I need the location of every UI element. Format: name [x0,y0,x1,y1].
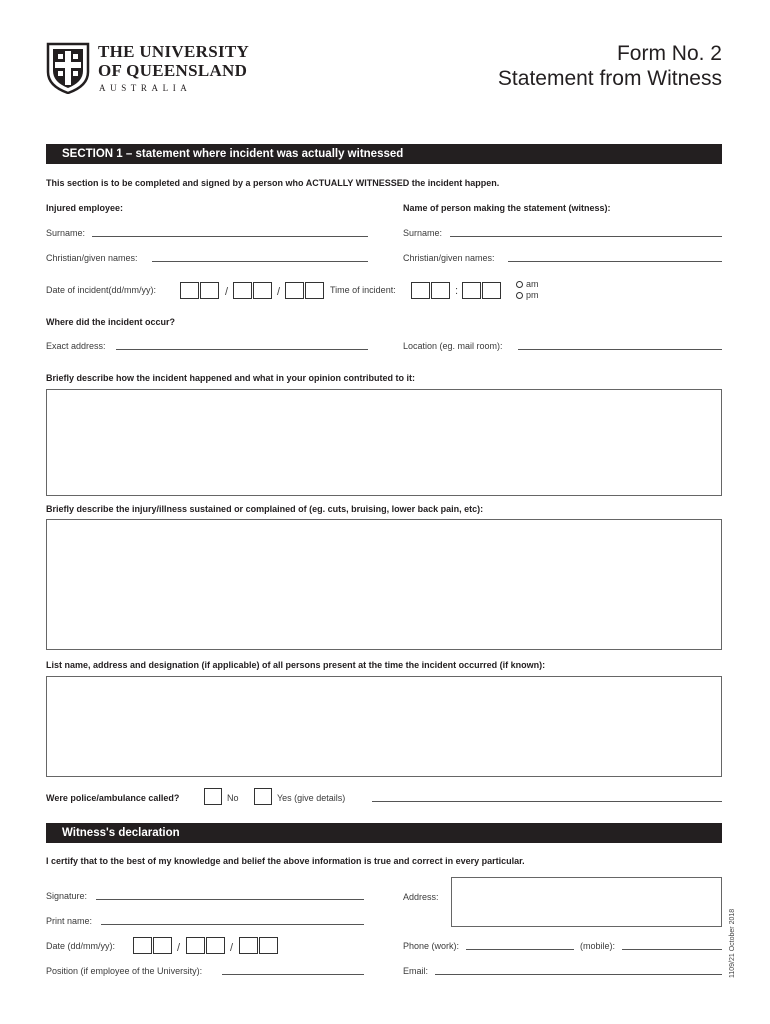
police-no-label: No [227,793,239,803]
uq-crest-icon [46,42,90,94]
incident-time-label: Time of incident: [330,285,396,295]
declaration-date-day-1[interactable] [133,937,152,954]
print-name-label: Print name: [46,916,93,926]
university-country: AUSTRALIA [99,83,192,93]
incident-time-min-1[interactable] [462,282,481,299]
uq-logo [46,42,256,98]
declaration-date-label: Date (dd/mm/yy): [46,941,116,951]
witness-given-names-field[interactable] [508,261,722,262]
mobile-field[interactable] [622,949,722,950]
university-name-line2: OF QUEENSLAND [98,61,248,80]
witness-surname-label: Surname: [403,228,443,238]
injured-employee-heading: Injured employee: [46,203,124,213]
am-option[interactable] [516,279,539,289]
injured-surname-label: Surname: [46,228,86,238]
section1-intro: This section is to be completed and signed by a person who ACTUALLY WITNESSED the incident happen. [46,178,500,188]
incident-date-year-1[interactable] [285,282,304,299]
form-code: 1109/21 October 2018 [729,908,736,978]
incident-time-hour-1[interactable] [411,282,430,299]
declaration-date-year-1[interactable] [239,937,258,954]
form-number: Form No. 2 [616,42,722,65]
declaration-date-day-2[interactable] [153,937,172,954]
incident-date-day-1[interactable] [180,282,199,299]
incident-date-month-2[interactable] [253,282,272,299]
form-title: Statement from Witness [497,67,722,90]
incident-date-year-2[interactable] [305,282,324,299]
address-label: Address: [403,892,439,902]
persons-present-textarea[interactable] [46,676,722,777]
date-separator: / [225,286,229,298]
incident-date-label: Date of incident(dd/mm/yy): [46,285,157,295]
police-yes-checkbox[interactable] [254,788,272,805]
position-label: Position (if employee of the University): [46,966,203,976]
incident-time-hour-2[interactable] [431,282,450,299]
police-details-field[interactable] [372,801,722,802]
police-question: Were police/ambulance called? [46,793,180,803]
location-label: Location (eg. mail room): [403,341,503,351]
witness-heading: Name of person making the statement (witness): [403,203,611,213]
describe-injury-textarea[interactable] [46,519,722,650]
describe-incident-textarea[interactable] [46,389,722,496]
mobile-label: (mobile): [580,941,616,951]
where-heading: Where did the incident occur? [46,317,176,327]
injured-given-names-field[interactable] [152,261,368,262]
signature-label: Signature: [46,891,88,901]
exact-address-field[interactable] [116,349,368,350]
email-label: Email: [403,966,429,976]
injured-given-names-label: Christian/given names: [46,253,138,263]
incident-date-day-2[interactable] [200,282,219,299]
injured-surname-field[interactable] [92,236,368,237]
email-field[interactable] [435,974,722,975]
declaration-date-month-1[interactable] [186,937,205,954]
witness-surname-field[interactable] [450,236,722,237]
declaration-statement: I certify that to the best of my knowledge and belief the above information is true and correct in every particular. [46,856,525,866]
address-textarea[interactable] [451,877,722,927]
police-no-checkbox[interactable] [204,788,222,805]
incident-date-month-1[interactable] [233,282,252,299]
date-separator: / [230,942,234,954]
pm-label: pm [526,290,539,300]
witness-given-names-label: Christian/given names: [403,253,495,263]
location-field[interactable] [518,349,722,350]
declaration-date-month-2[interactable] [206,937,225,954]
am-label: am [526,279,539,289]
date-separator: / [177,942,181,954]
am-radio[interactable] [516,281,523,288]
section1-header: SECTION 1 – statement where incident was actually witnessed [46,144,722,164]
pm-radio[interactable] [516,292,523,299]
phone-work-label: Phone (work): [403,941,460,951]
police-yes-label: Yes (give details) [277,793,346,803]
exact-address-label: Exact address: [46,341,106,351]
time-separator: : [455,285,459,297]
print-name-field[interactable] [101,924,364,925]
date-separator: / [277,286,281,298]
incident-time-min-2[interactable] [482,282,501,299]
declaration-header: Witness's declaration [46,823,722,843]
signature-field[interactable] [96,899,364,900]
university-name-line1: THE UNIVERSITY [98,42,250,61]
phone-work-field[interactable] [466,949,574,950]
describe-injury-heading: Briefly describe the injury/illness sustained or complained of (eg. cuts, bruising, lower back pain, etc): [46,504,484,514]
pm-option[interactable] [516,290,539,300]
position-field[interactable] [222,974,364,975]
persons-present-heading: List name, address and designation (if applicable) of all persons present at the time the incident occurred (if known): [46,660,546,670]
describe-incident-heading: Briefly describe how the incident happened and what in your opinion contributed to it: [46,373,416,383]
declaration-date-year-2[interactable] [259,937,278,954]
